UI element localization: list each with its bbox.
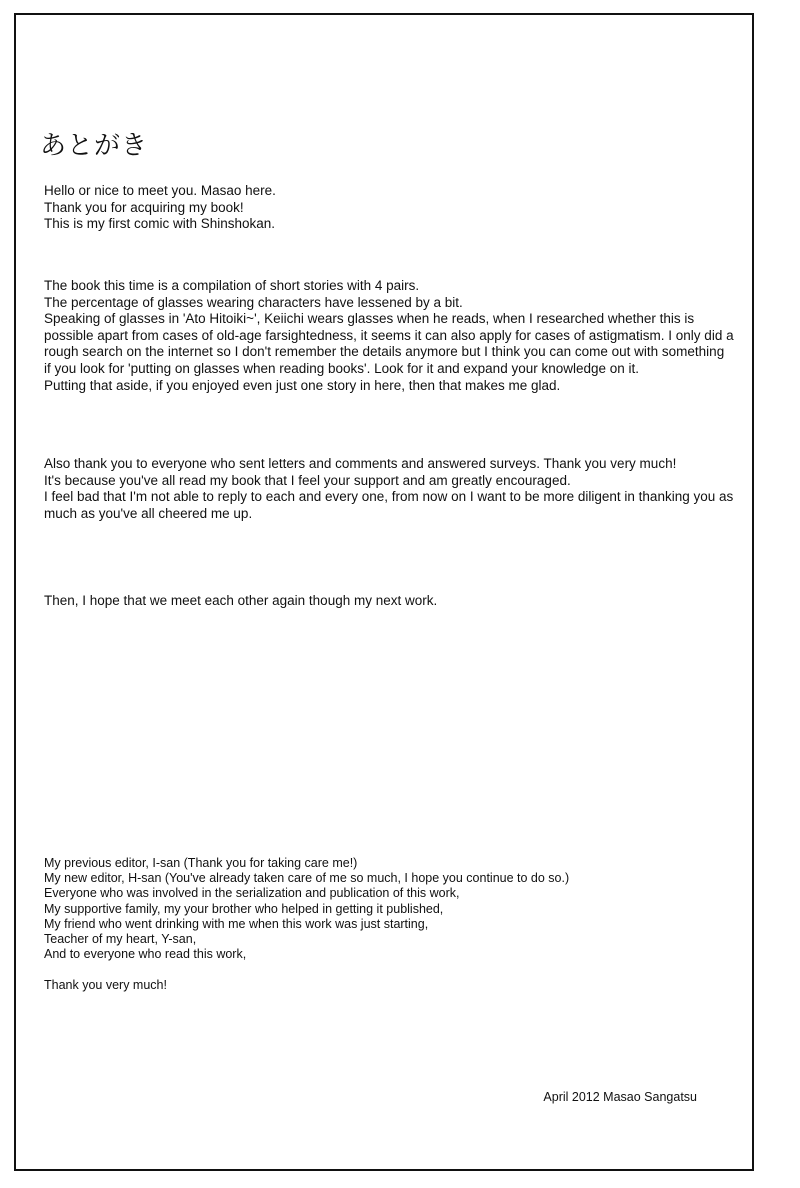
afterword-heading: あとがき	[40, 131, 149, 161]
credit-line: Teacher of my heart, Y-san,	[44, 932, 197, 947]
text-line: The book this time is a compilation of short stories with 4 pairs.	[44, 278, 420, 293]
final-thanks	[44, 977, 734, 994]
credit-line: My friend who went drinking with me when this work was just starting,	[44, 916, 429, 931]
signature: April 2012 Masao Sangatsu	[543, 1090, 697, 1104]
credit-line: My new editor, H-san (You've already taken care of me so much, I hope you continue to do so.)	[44, 871, 570, 886]
text-line: Thank you very much!	[44, 978, 167, 992]
text-line: Also thank you to everyone who sent letters and comments and answered surveys. Thank you very much!	[44, 456, 677, 471]
text-line: Hello or nice to meet you. Masao here.	[44, 183, 276, 198]
credit-line: Everyone who was involved in the serialization and publication of this work,	[44, 886, 460, 901]
text-line: Thank you for acquiring my book!	[44, 199, 244, 215]
text-line: I feel bad that I'm not able to reply to each and every one, from now on I want to be more diligent in thanking you as much as you've all cheered me up.	[44, 489, 734, 521]
text-line: Then, I hope that we meet each other again though my next work.	[44, 593, 438, 608]
text-line: The percentage of glasses wearing characters have lessened by a bit.	[44, 294, 463, 310]
greeting-paragraph	[44, 183, 734, 233]
credit-line: My previous editor, I-san (Thank you for taking care me!)	[44, 856, 358, 870]
credits-list	[44, 856, 734, 962]
text-line: Putting that aside, if you enjoyed even just one story in here, then that makes me glad.	[44, 377, 561, 393]
closing-paragraph	[44, 593, 734, 610]
text-line: Speaking of glasses in 'Ato Hitoiki~', Keiichi wears glasses when he reads, when I researched whether this is possible apart from cases of old-age farsightedness, it seems it can also apply for cases of astigmatism. I only did a rough search on the internet so I don't remember the details anymore but I think you can come out with something if you look for 'putting on glasses when reading books'. Look for it and expand your knowledge on it.	[44, 311, 734, 376]
credit-line: And to everyone who read this work,	[44, 947, 247, 962]
text-line: This is my first comic with Shinshokan.	[44, 216, 276, 232]
thanks-paragraph	[44, 456, 734, 522]
credit-line: My supportive family, my your brother who helped in getting it published,	[44, 901, 444, 916]
text-line: It's because you've all read my book that I feel your support and am greatly encouraged.	[44, 472, 571, 488]
book-notes-paragraph	[44, 278, 734, 394]
